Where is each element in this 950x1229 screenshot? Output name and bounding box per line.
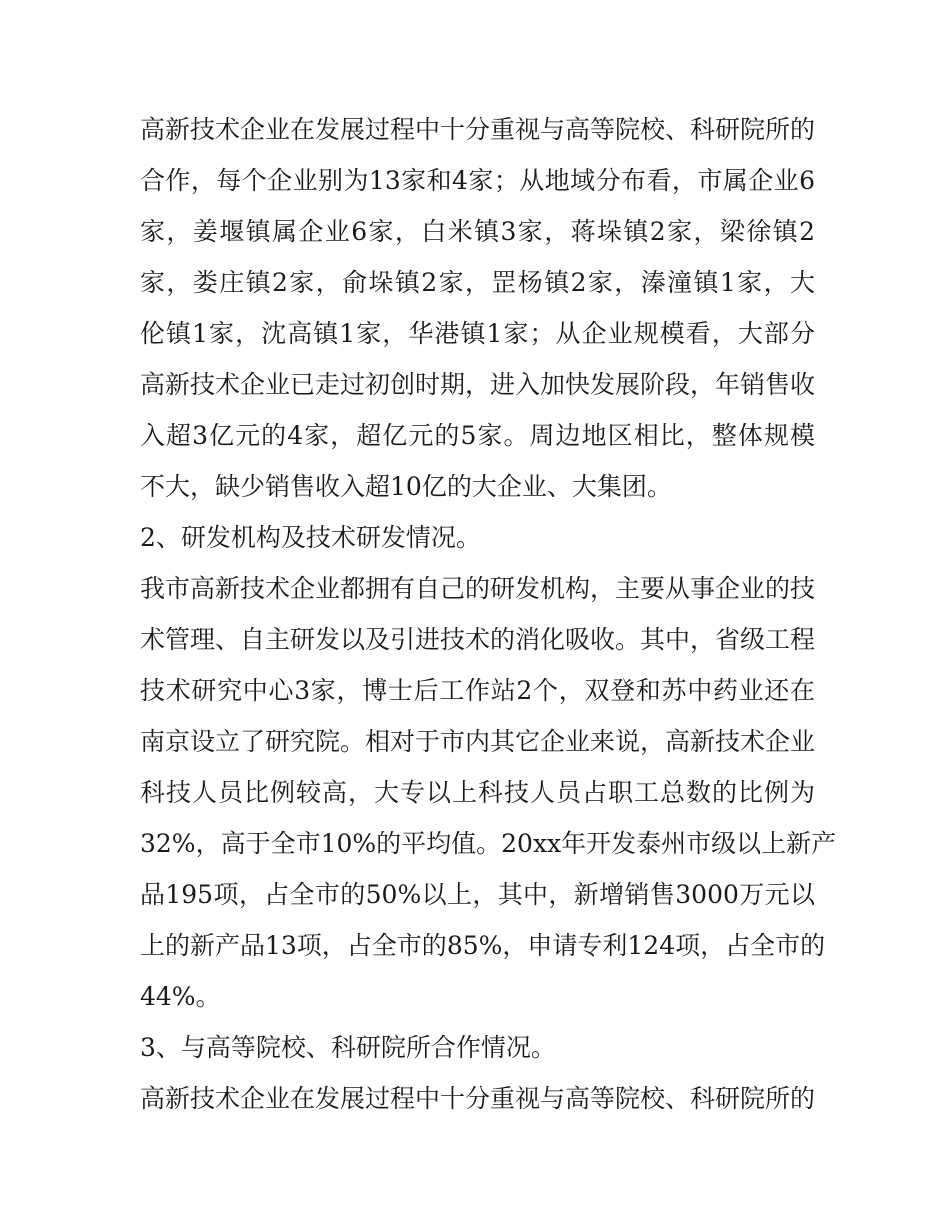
paragraph-line: 家，姜堰镇属企业6家，白米镇3家，蒋垛镇2家，梁徐镇2 — [140, 217, 815, 246]
paragraph-line: 南京设立了研究院。相对于市内其它企业来说，高新技术企业 — [140, 727, 816, 756]
paragraph-line: 合作，每个企业别为13家和4家；从地域分布看，市属企业6 — [140, 166, 815, 195]
paragraph-line: 32%，高于全市10%的平均值。20xx年开发泰州市级以上新产 — [140, 829, 837, 858]
paragraph-line: 44%。 — [140, 982, 221, 1011]
paragraph-line: 科技人员比例较高，大专以上科技人员占职工总数的比例为 — [140, 778, 815, 807]
paragraph-line: 不大，缺少销售收入超10亿的大企业、大集团。 — [140, 472, 672, 501]
section-heading: 3、与高等院校、科研院所合作情况。 — [140, 1033, 556, 1062]
section-heading: 2、研发机构及技术研发情况。 — [140, 523, 481, 552]
paragraph-line: 家，娄庄镇2家，俞垛镇2家，罡杨镇2家，溱潼镇1家，大 — [140, 268, 815, 297]
paragraph-line: 我市高新技术企业都拥有自己的研发机构，主要从事企业的技 — [140, 574, 816, 603]
paragraph-line: 高新技术企业在发展过程中十分重视与高等院校、科研院所的 — [140, 1084, 816, 1113]
paragraph-line: 技术研究中心3家，博士后工作站2个，双登和苏中药业还在 — [140, 676, 815, 705]
paragraph-line: 术管理、自主研发以及引进技术的消化吸收。其中，省级工程 — [140, 625, 816, 654]
paragraph-line: 上的新产品13项，占全市的85%，申请专利124项，占全市的 — [140, 931, 826, 960]
paragraph-line: 伦镇1家，沈高镇1家，华港镇1家；从企业规模看，大部分 — [140, 319, 815, 348]
paragraph-line: 入超3亿元的4家，超亿元的5家。周边地区相比，整体规模 — [140, 421, 815, 450]
document-body — [140, 104, 837, 1124]
paragraph-line: 品195项，占全市的50%以上，其中，新增销售3000万元以 — [140, 880, 815, 909]
paragraph-line: 高新技术企业在发展过程中十分重视与高等院校、科研院所的 — [140, 115, 816, 144]
paragraph-line: 高新技术企业已走过初创时期，进入加快发展阶段，年销售收 — [140, 370, 816, 399]
